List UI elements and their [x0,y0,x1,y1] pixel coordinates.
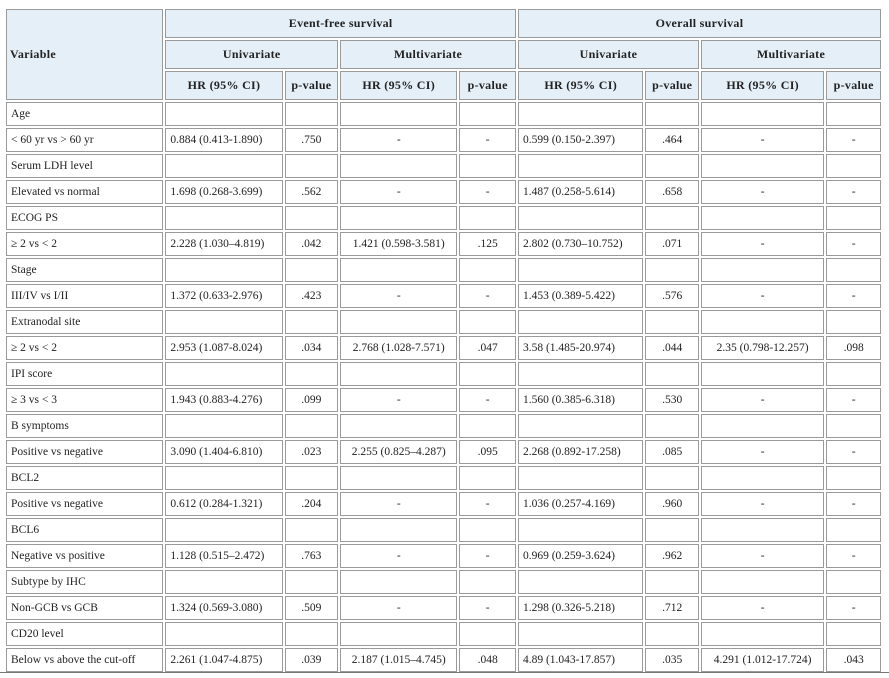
cell-os-multi-hr [701,362,824,386]
cell-efs-uni-hr [165,206,282,230]
cell-os-uni-hr: 1.487 (0.258-5.614) [518,180,643,204]
cell-efs-uni-pvalue [285,154,338,178]
cell-efs-uni-pvalue [285,518,338,542]
cell-efs-uni-hr [165,102,282,126]
cell-os-uni-pvalue: .071 [645,232,698,256]
comparison-label: ≥ 2 vs < 2 [6,336,163,360]
cell-efs-uni-hr: 2.953 (1.087-8.024) [165,336,282,360]
header-os-multi-hr: HR (95% CI) [701,71,824,100]
header-efs-uni-hr: HR (95% CI) [165,71,282,100]
cell-efs-uni-pvalue: .023 [285,440,338,464]
cell-os-uni-hr: 2.268 (0.892-17.258) [518,440,643,464]
cell-efs-multi-pvalue [459,622,516,646]
cell-os-multi-pvalue: - [826,284,881,308]
cell-os-uni-pvalue [645,518,698,542]
cell-os-multi-hr: - [701,128,824,152]
table-row [6,336,881,360]
comparison-label: ≥ 2 vs < 2 [6,232,163,256]
cell-efs-multi-hr: 2.768 (1.028-7.571) [340,336,457,360]
cell-efs-uni-pvalue [285,362,338,386]
comparison-label: < 60 yr vs > 60 yr [6,128,163,152]
cell-efs-multi-pvalue [459,414,516,438]
table-row [6,440,881,464]
cell-os-multi-hr [701,258,824,282]
comparison-label: ≥ 3 vs < 3 [6,388,163,412]
cell-os-uni-pvalue: .044 [645,336,698,360]
cell-os-uni-hr: 1.453 (0.389-5.422) [518,284,643,308]
cell-efs-uni-pvalue: .039 [285,648,338,672]
header-event-free-survival: Event-free survival [165,9,516,38]
cell-efs-multi-pvalue [459,570,516,594]
comparison-label: Positive vs negative [6,492,163,516]
cell-os-uni-hr [518,310,643,334]
cell-os-multi-pvalue: - [826,544,881,568]
cell-efs-uni-pvalue [285,102,338,126]
cell-os-multi-pvalue: - [826,232,881,256]
cell-os-multi-pvalue [826,154,881,178]
cell-efs-uni-hr: 0.612 (0.284-1.321) [165,492,282,516]
cell-efs-uni-pvalue: .042 [285,232,338,256]
cell-efs-multi-pvalue: - [459,492,516,516]
cell-os-multi-pvalue [826,570,881,594]
cell-os-multi-hr: - [701,596,824,620]
cell-os-multi-hr [701,622,824,646]
cell-os-uni-hr: 0.599 (0.150-2.397) [518,128,643,152]
cell-os-uni-hr [518,102,643,126]
header-os-multi-pvalue: p-value [826,71,881,100]
cell-efs-uni-pvalue [285,570,338,594]
cell-efs-multi-hr [340,258,457,282]
cell-efs-uni-pvalue: .204 [285,492,338,516]
comparison-label: Non-GCB vs GCB [6,596,163,620]
cell-efs-uni-hr: 2.228 (1.030–4.819) [165,232,282,256]
cell-os-multi-pvalue [826,206,881,230]
cell-efs-uni-hr [165,310,282,334]
variable-group-row [6,310,881,334]
cell-os-multi-hr: - [701,180,824,204]
cell-os-uni-pvalue: .035 [645,648,698,672]
cell-os-uni-pvalue: .464 [645,128,698,152]
cell-efs-multi-pvalue: - [459,128,516,152]
cell-efs-multi-hr: - [340,388,457,412]
cell-os-multi-hr [701,518,824,542]
header-efs-multi-pvalue: p-value [459,71,516,100]
cell-os-uni-pvalue: .960 [645,492,698,516]
cell-efs-multi-pvalue [459,258,516,282]
cell-efs-uni-pvalue: .509 [285,596,338,620]
cell-efs-uni-hr: 1.324 (0.569-3.080) [165,596,282,620]
cell-os-multi-hr: - [701,544,824,568]
header-overall-survival: Overall survival [518,9,881,38]
table-body [6,102,881,672]
cell-os-uni-hr [518,466,643,490]
header-variable: Variable [6,9,163,100]
cell-os-multi-hr [701,206,824,230]
cell-efs-uni-hr: 1.372 (0.633-2.976) [165,284,282,308]
header-os-uni-hr: HR (95% CI) [518,71,643,100]
cell-efs-multi-hr: - [340,544,457,568]
cell-os-uni-pvalue: .962 [645,544,698,568]
cell-os-multi-hr [701,154,824,178]
variable-group-label: BCL6 [6,518,163,542]
cell-efs-uni-pvalue: .423 [285,284,338,308]
table-row [6,492,881,516]
cell-os-uni-hr [518,258,643,282]
header-os-multivariate: Multivariate [701,40,881,69]
variable-group-label: Age [6,102,163,126]
cell-os-uni-hr [518,154,643,178]
cell-efs-multi-hr [340,362,457,386]
cell-os-multi-pvalue: - [826,492,881,516]
variable-group-label: Extranodal site [6,310,163,334]
cell-efs-uni-hr: 3.090 (1.404-6.810) [165,440,282,464]
cell-efs-uni-pvalue [285,466,338,490]
variable-group-label: CD20 level [6,622,163,646]
cell-os-multi-hr [701,310,824,334]
cell-efs-multi-pvalue: .047 [459,336,516,360]
cell-os-multi-pvalue [826,362,881,386]
cell-efs-uni-pvalue [285,310,338,334]
cell-efs-uni-hr [165,466,282,490]
cell-efs-multi-hr: - [340,128,457,152]
cell-os-uni-hr: 1.560 (0.385-6.318) [518,388,643,412]
cell-os-multi-hr: - [701,388,824,412]
cell-efs-multi-hr [340,206,457,230]
cell-efs-multi-pvalue: - [459,284,516,308]
cell-os-multi-pvalue: - [826,596,881,620]
cell-os-multi-pvalue: - [826,440,881,464]
cell-efs-multi-hr [340,154,457,178]
cell-efs-multi-pvalue [459,310,516,334]
cell-os-uni-pvalue [645,622,698,646]
cell-os-uni-hr: 4.89 (1.043-17.857) [518,648,643,672]
cell-efs-uni-hr [165,154,282,178]
cell-os-multi-pvalue [826,102,881,126]
cell-os-multi-hr [701,570,824,594]
variable-group-row [6,570,881,594]
cell-efs-multi-hr [340,622,457,646]
variable-group-label: IPI score [6,362,163,386]
header-os-univariate: Univariate [518,40,699,69]
cell-efs-multi-pvalue [459,466,516,490]
cell-os-multi-pvalue [826,258,881,282]
variable-group-row [6,102,881,126]
cell-efs-uni-pvalue [285,206,338,230]
variable-group-row [6,622,881,646]
cell-efs-uni-hr: 1.698 (0.268-3.699) [165,180,282,204]
cell-efs-multi-hr: 2.255 (0.825–4.287) [340,440,457,464]
cell-os-uni-hr: 1.036 (0.257-4.169) [518,492,643,516]
cell-os-multi-pvalue: - [826,180,881,204]
cell-efs-multi-pvalue [459,518,516,542]
cell-efs-multi-pvalue: - [459,596,516,620]
table-row [6,596,881,620]
cell-os-uni-hr: 3.58 (1.485-20.974) [518,336,643,360]
header-os-uni-pvalue: p-value [645,71,698,100]
cell-os-uni-pvalue [645,102,698,126]
table-row [6,648,881,672]
cell-efs-uni-pvalue: .562 [285,180,338,204]
cell-efs-multi-hr [340,310,457,334]
cell-os-uni-pvalue: .576 [645,284,698,308]
comparison-label: Positive vs negative [6,440,163,464]
cell-efs-uni-hr [165,258,282,282]
cell-efs-multi-pvalue [459,102,516,126]
cell-os-multi-pvalue [826,414,881,438]
table-row [6,180,881,204]
cell-efs-uni-hr: 2.261 (1.047-4.875) [165,648,282,672]
cell-os-uni-hr [518,362,643,386]
cell-os-multi-hr: 4.291 (1.012-17.724) [701,648,824,672]
cell-os-uni-pvalue: .712 [645,596,698,620]
cell-efs-multi-pvalue: .048 [459,648,516,672]
table-row [6,388,881,412]
cell-os-uni-pvalue [645,466,698,490]
cell-efs-multi-hr [340,466,457,490]
survival-analysis-table-container [6,7,881,674]
cell-efs-uni-hr [165,518,282,542]
header-efs-multi-hr: HR (95% CI) [340,71,457,100]
variable-group-label: B symptoms [6,414,163,438]
cell-efs-uni-hr: 1.943 (0.883-4.276) [165,388,282,412]
variable-group-label: Stage [6,258,163,282]
cell-efs-multi-hr [340,570,457,594]
cell-efs-uni-pvalue: .099 [285,388,338,412]
cell-efs-multi-pvalue: .095 [459,440,516,464]
cell-os-multi-pvalue [826,310,881,334]
cell-efs-uni-pvalue [285,258,338,282]
cell-os-uni-hr [518,206,643,230]
cell-os-multi-hr: - [701,440,824,464]
header-efs-multivariate: Multivariate [340,40,516,69]
cell-os-multi-pvalue [826,622,881,646]
cell-efs-uni-pvalue: .763 [285,544,338,568]
cell-os-multi-hr: - [701,492,824,516]
table-header [6,9,881,100]
variable-group-row [6,154,881,178]
variable-group-row [6,258,881,282]
cell-os-uni-hr: 2.802 (0.730–10.752) [518,232,643,256]
cell-efs-multi-hr: - [340,284,457,308]
variable-group-row [6,518,881,542]
variable-group-label: ECOG PS [6,206,163,230]
cell-os-uni-hr: 0.969 (0.259-3.624) [518,544,643,568]
comparison-label: Elevated vs normal [6,180,163,204]
comparison-label: III/IV vs I/II [6,284,163,308]
cell-efs-uni-pvalue: .750 [285,128,338,152]
cell-os-multi-hr: - [701,284,824,308]
cell-efs-multi-hr [340,518,457,542]
cell-os-uni-pvalue [645,362,698,386]
comparison-label: Negative vs positive [6,544,163,568]
cell-efs-uni-hr: 0.884 (0.413-1.890) [165,128,282,152]
cell-os-uni-pvalue: .658 [645,180,698,204]
cell-efs-uni-pvalue: .034 [285,336,338,360]
cell-os-multi-hr [701,466,824,490]
variable-group-label: Serum LDH level [6,154,163,178]
comparison-label: Below vs above the cut-off [6,648,163,672]
header-efs-uni-pvalue: p-value [285,71,338,100]
survival-analysis-table [4,7,883,674]
cell-os-uni-pvalue [645,310,698,334]
cell-os-uni-pvalue [645,414,698,438]
cell-os-uni-hr [518,414,643,438]
cell-os-uni-pvalue [645,154,698,178]
cell-efs-multi-pvalue [459,362,516,386]
variable-group-row [6,414,881,438]
cell-os-uni-pvalue [645,570,698,594]
cell-os-multi-pvalue: .098 [826,336,881,360]
cell-efs-multi-pvalue [459,206,516,230]
cell-efs-multi-hr: 2.187 (1.015–4.745) [340,648,457,672]
cell-efs-multi-pvalue: - [459,544,516,568]
cell-efs-multi-pvalue: - [459,180,516,204]
cell-efs-multi-hr: - [340,180,457,204]
bottom-rule [0,672,889,673]
cell-efs-uni-hr [165,570,282,594]
variable-group-label: Subtype by IHC [6,570,163,594]
cell-os-multi-pvalue: - [826,388,881,412]
cell-efs-multi-hr: 1.421 (0.598-3.581) [340,232,457,256]
variable-group-row [6,362,881,386]
cell-os-uni-pvalue [645,206,698,230]
cell-os-multi-pvalue: - [826,128,881,152]
cell-efs-multi-hr: - [340,492,457,516]
cell-efs-multi-hr [340,102,457,126]
table-row [6,232,881,256]
variable-group-row [6,466,881,490]
cell-os-multi-hr: 2.35 (0.798-12.257) [701,336,824,360]
cell-os-uni-pvalue: .085 [645,440,698,464]
cell-os-uni-pvalue [645,258,698,282]
cell-efs-multi-hr: - [340,596,457,620]
cell-efs-uni-pvalue [285,622,338,646]
table-row [6,284,881,308]
cell-efs-uni-hr: 1.128 (0.515–2.472) [165,544,282,568]
variable-group-row [6,206,881,230]
cell-os-uni-pvalue: .530 [645,388,698,412]
cell-efs-multi-pvalue: - [459,388,516,412]
cell-os-multi-hr [701,102,824,126]
cell-efs-multi-hr [340,414,457,438]
cell-efs-uni-hr [165,414,282,438]
cell-efs-uni-pvalue [285,414,338,438]
cell-os-multi-pvalue [826,466,881,490]
header-efs-univariate: Univariate [165,40,338,69]
cell-os-uni-hr [518,570,643,594]
cell-os-uni-hr [518,518,643,542]
cell-efs-uni-hr [165,622,282,646]
cell-os-uni-hr [518,622,643,646]
cell-os-multi-hr [701,414,824,438]
variable-group-label: BCL2 [6,466,163,490]
cell-os-multi-pvalue: .043 [826,648,881,672]
cell-efs-multi-pvalue [459,154,516,178]
table-row [6,544,881,568]
cell-os-multi-pvalue [826,518,881,542]
table-row [6,128,881,152]
cell-os-uni-hr: 1.298 (0.326-5.218) [518,596,643,620]
cell-efs-uni-hr [165,362,282,386]
cell-os-multi-hr: - [701,232,824,256]
cell-efs-multi-pvalue: .125 [459,232,516,256]
